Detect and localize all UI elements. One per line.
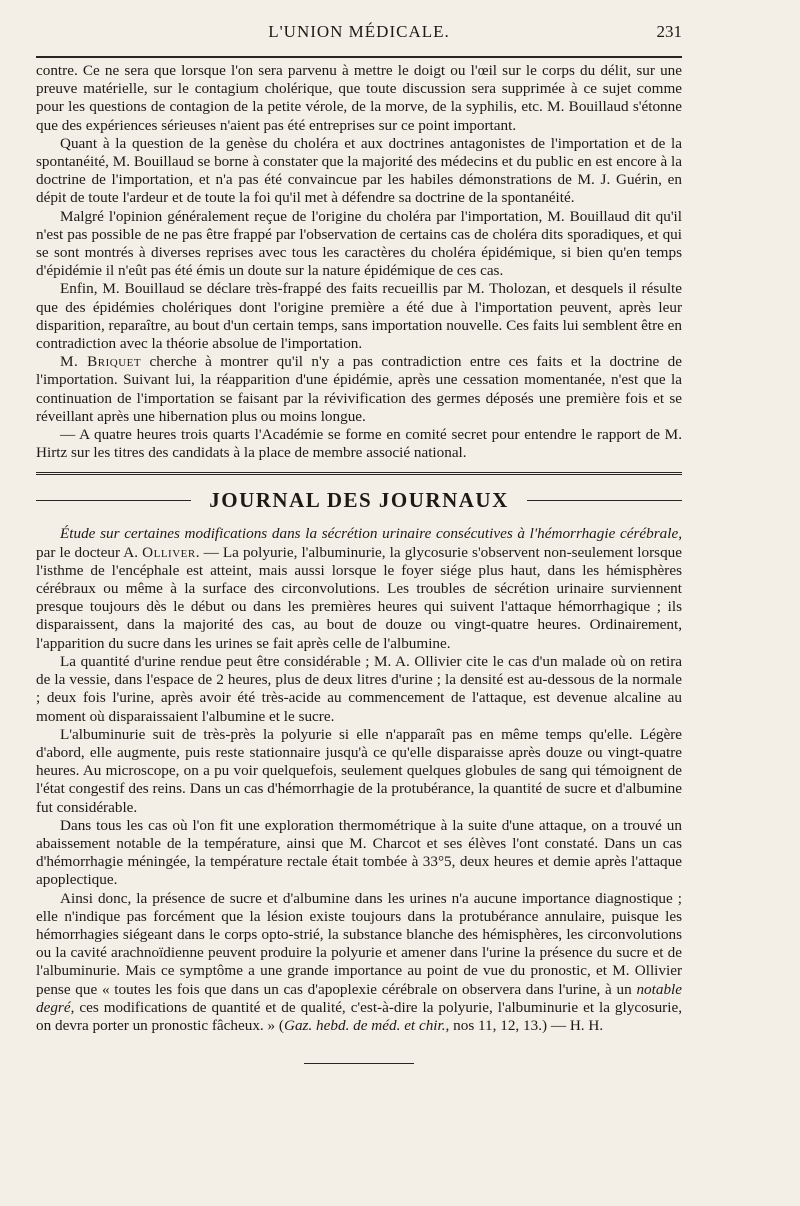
end-rule xyxy=(304,1063,414,1064)
speaker-name: M. Briquet xyxy=(60,353,142,371)
section-divider xyxy=(36,472,682,478)
paragraph-temperature: Dans tous les cas où l'on fit une exploration thermométrique à la suite d'une attaque, on a trouvé un abaissement notable de la température, ainsi que M. Charcot et ses élèves l'ont constaté. Dans un cas d'hémorrhagie méningée, la température rectale était tombée à 33°5, deux heures et demie après l'attaque apoplectique. xyxy=(36,816,682,889)
article-intro xyxy=(36,525,682,652)
citation: Gaz. hebd. de méd. et chir. xyxy=(283,1016,446,1034)
paragraph-genese: Quant à la question de la genèse du choléra et aux doctrines antagonistes de l'importation et de la spontanéité, M. Bouillaud se borne à constater que la majorité des médecins et du public en est encore à la doctrine de l'importation, et n'a pas été convaincue par les habiles démonstrations de M. J. Guérin, en dépit de toute l'ardeur et de toute la foi qu'il met à défendre sa doctrine de la spontanéité. xyxy=(36,134,682,207)
header-rule xyxy=(36,56,682,58)
conclusion-mid: , ces modifications de quantité et de qualité, c'est-à-dire la polyurie, l'albuminurie et la glycosurie, on devra porter un pronostic fâcheux. » ( xyxy=(36,998,682,1034)
paragraph-albuminurie: L'albuminurie suit de très-près la polyurie si elle n'apparaît pas en même temps qu'elle. Légère d'abord, elle augmente, puis reste stationnaire jusqu'à ce qu'elle disparaisse après douze ou vingt-quatre heures. Au microscope, on a pu voir quelquefois, seulement quelques globules de sang qui témoignent de l'état congestif des reins. Dans un cas d'hémorrhagie de la protubérance, la quantité de sucre et d'albumine fut considérable. xyxy=(36,725,682,816)
page-header xyxy=(36,10,682,46)
paragraph-tholozan: Enfin, M. Bouillaud se déclare très-frappé des faits recueillis par M. Tholozan, et desquels il résulte que des épidémies cholériques dont l'origine première a été due à l'importation peuvent, après leur disparition, reparaître, au bout d'un certain temps, sans importation nouvelle. Ces faits lui semblent être en contradiction avec la théorie absolue de l'importation. xyxy=(36,280,682,353)
page-number: 231 xyxy=(656,22,682,41)
running-title: L'UNION MÉDICALE. xyxy=(268,22,450,41)
article-author: Olliver xyxy=(142,543,196,561)
notable-degree: notable degré xyxy=(36,980,682,1016)
section-heading xyxy=(36,488,682,513)
briquet-text: cherche à montrer qu'il n'y a pas contradiction entre ces faits et la doctrine de l'importation. Suivant lui, la réapparition d'une épidémie, après une cessation momentanée, n'est que la continuation de l'importation se faisant par la révivification des germes déposés une première fois et se réveillant après une hibernation plus ou moins longue. xyxy=(36,353,682,425)
conclusion-start: Ainsi donc, la présence de sucre et d'albumine dans les urines n'a aucune importance diagnostique ; elle n'indique pas forcément que la lésion existe toujours dans la protubérance annulaire, puisque les hémorrhagies siégeant dans le corps opto-strié, la substance blanche des hémisphères, les circonvolutions ou la cavité arachnoïdienne peuvent produire la polyurie et amener dans l'urine la présence du sucre et de l'albuminurie. Mais ce symptôme a une grande importance au point de vue du pronostic, et M. Ollivier pense que « toutes les fois que dans un cas d'apoplexie cérébrale on observera dans l'urine, à un xyxy=(36,889,682,998)
paragraph-sporadic-cases: Malgré l'opinion généralement reçue de l'origine du choléra par l'importation, M. Bouillaud dit qu'il n'est pas possible de ne pas être frappé par l'observation de certains cas de choléra dits sporadiques, et qui se sont montrés à diverses reprises avec tous les caractères du choléra épidémique, si bien qu'en temps d'épidémie il n'eût pas été émis un doute sur la nature épidémique de ces cas. xyxy=(36,207,682,280)
paragraph-continuation: contre. Ce ne sera que lorsque l'on sera parvenu à mettre le doigt ou l'œil sur le corps du délit, sur une preuve matérielle, sur le contagium cholérique, que toute discussion sera supprimée à ce sujet comme pour les questions de contagion de la petite vérole, de la morve, de la syphilis, etc. M. Bouillaud s'étonne que des expériences sérieuses n'aient pas été entreprises sur ce point important. xyxy=(36,62,682,134)
conclusion-end: , nos 11, 12, 13.) — H. H. xyxy=(445,1016,604,1034)
byline-prefix: par le docteur A. xyxy=(36,543,143,561)
article-title: Étude sur certaines modifications dans la sécrétion urinaire consécutives à l'hémorrhagie cérébrale, xyxy=(60,525,682,543)
section-title: JOURNAL DES JOURNAUX xyxy=(209,488,509,513)
paragraph-briquet xyxy=(36,353,682,426)
title-rule-right xyxy=(527,500,682,501)
paragraph-comite-secret: — A quatre heures trois quarts l'Académie se forme en comité secret pour entendre le rapport de M. Hirtz sur les titres des candidats à la place de membre associé national. xyxy=(36,426,682,462)
title-rule-left xyxy=(36,500,191,501)
paragraph-conclusion xyxy=(36,890,682,1036)
intro-text: . — La polyurie, l'albuminurie, la glycosurie s'observent non-seulement lorsque l'isthme de l'encéphale est atteint, mais aussi lorsque le foyer siége plus haut, dans les hémisphères cérébraux ou même à la surface des circonvolutions. Les troubles de sécrétion urinaire surviennent presque toujours dès le début ou dans les premières heures qui suivent l'attaque hémorrhagique ; ils disparaissent, dans la majorité des cas, au bout de douze ou vingt-quatre heures. Ordinairement, l'apparition du sucre dans les urines se fait après celle de l'albumine. xyxy=(36,543,682,652)
paragraph-urine-quantity: La quantité d'urine rendue peut être considérable ; M. A. Ollivier cite le cas d'un malade où on retira de la vessie, dans l'espace de 2 heures, plus de deux litres d'urine ; la densité est au-dessous de la normale ; deux fois l'urine, après avoir été très-acide au commencement de l'attaque, est devenue alcaline au moment où disparaissaient l'albumine et le sucre. xyxy=(36,652,682,725)
